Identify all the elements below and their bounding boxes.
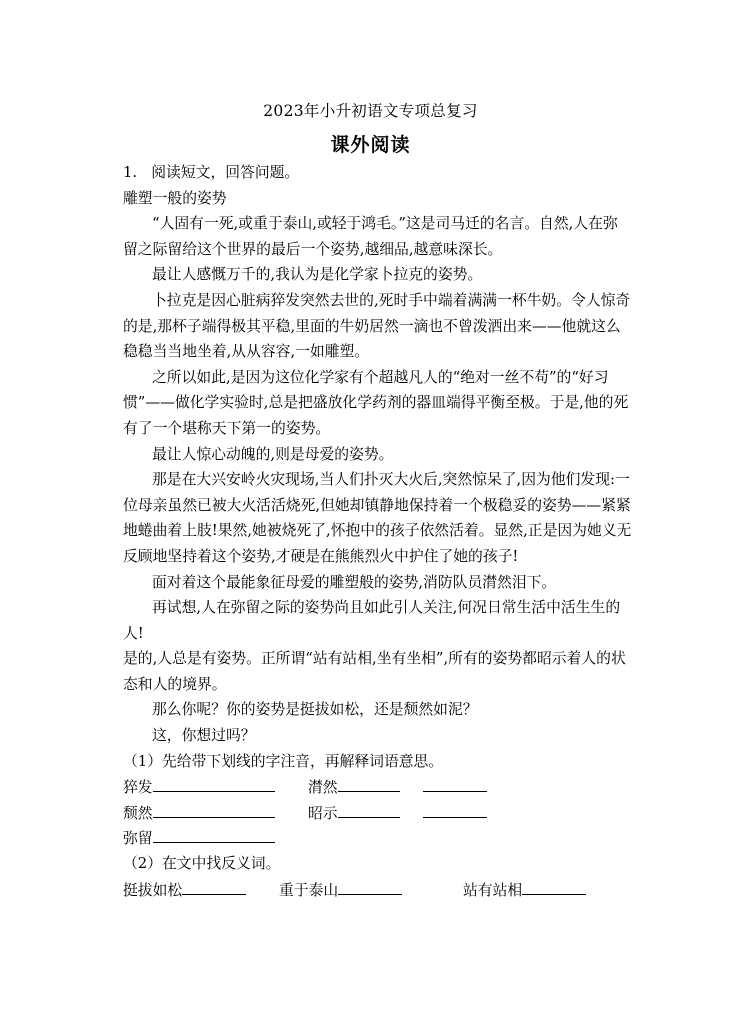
answer-blank[interactable] [212,800,275,818]
answer-blank[interactable] [423,774,487,792]
passage-line: 的是,那杯子端得极其平稳,里面的牛奶居然一滴也不曾泼洒出来——他就这么 [123,317,621,335]
passage-line: 卜拉克是因心脏病猝发突然去世的,死时手中端着满满一杯牛奶。令人惊奇 [152,291,631,309]
passage-line: 反顾地坚持着这个姿势,才硬是在熊熊烈火中护住了她的孩子! [123,547,519,565]
answer-blank[interactable] [338,877,402,895]
passage-line: 那是在大兴安岭火灾现场,当人们扑灭大火后,突然惊呆了,因为他们发现:一 [152,471,630,489]
subquestion-2-label: （2）在文中找反义词。 [123,855,281,873]
answer-blank[interactable] [338,774,400,792]
passage-line: 最让人感慨万千的,我认为是化学家卜拉克的姿势。 [152,266,483,284]
term: 挺拔如松 [123,881,183,899]
answer-blank[interactable] [153,825,215,843]
answer-blank[interactable] [212,825,275,843]
term: 颓然 [123,804,153,822]
question-number: 1. [123,164,138,181]
passage-line: “人固有一死,或重于泰山,或轻于鸿毛。”这是司马迁的名言。自然,人在弥 [152,215,618,233]
answer-row [123,825,645,851]
answer-blank[interactable] [212,774,275,792]
passage-line: 态和人的境界。 [123,675,227,693]
essay-title: 雕塑一般的姿势 [123,189,227,207]
passage-line: 那么你呢？你的姿势是挺拔如松，还是颓然如泥？ [152,701,478,719]
passage-line: 留之际留给这个世界的最后一个姿势,越细品,越意味深长。 [123,240,503,258]
passage-line: 稳稳当当地坐着,从从容容,一如雕塑。 [123,343,370,361]
term: 重于泰山 [279,881,339,899]
passage-line: 人! [123,624,144,642]
passage-line: 有了一个堪称天下第一的姿势。 [123,419,331,437]
answer-blank[interactable] [338,800,400,818]
term: 猝发 [123,779,153,797]
passage-line: 位母亲虽然已被大火活活烧死,但她却镇静地保持着一个极稳妥的姿势——紧紧 [123,496,631,514]
document-body [123,160,645,902]
page-title: 2023年小升初语文专项总复习 [263,102,478,120]
passage-line: 最让人惊心动魄的,则是母爱的姿势。 [152,445,394,463]
passage-line: 是的,人总是有姿势。正所谓“站有站相,坐有坐相”,所有的姿势都昭示着人的状 [123,650,626,668]
passage-line: 面对着这个最能象征母爱的雕塑般的姿势,消防队员潸然泪下。 [152,573,557,591]
passage-line: 地蜷曲着上肢!果然,她被烧死了,怀抱中的孩子依然活着。显然,正是因为她义无 [123,522,632,540]
page-subtitle: 课外阅读 [330,134,411,156]
answer-row [123,877,645,903]
answer-blank[interactable] [423,800,487,818]
question-prompt: 阅读短文，回答问题。 [151,164,300,181]
term: 弥留 [123,830,153,848]
passage-line: 之所以如此,是因为这位化学家有个超越凡人的“绝对一丝不苟”的“好习 [152,368,609,386]
term: 潸然 [308,779,338,797]
term: 站有站相 [463,881,523,899]
answer-blank[interactable] [153,800,215,818]
answer-blank[interactable] [153,774,215,792]
question-heading [123,160,645,186]
answer-blank[interactable] [182,877,246,895]
subquestion-1-label: （1）先给带下划线的字注音，再解释词语意思。 [123,752,444,770]
answer-row [123,800,645,826]
passage-line: 惯”——做化学实验时,总是把盛放化学药剂的器皿端得平衡至极。于是,他的死 [123,394,629,412]
answer-row [123,774,645,800]
passage-line: 这，你想过吗？ [152,727,256,745]
passage-line: 再试想,人在弥留之际的姿势尚且如此引人关注,何况日常生活中活生生的 [152,599,621,617]
term: 昭示 [308,804,338,822]
answer-blank[interactable] [522,877,586,895]
